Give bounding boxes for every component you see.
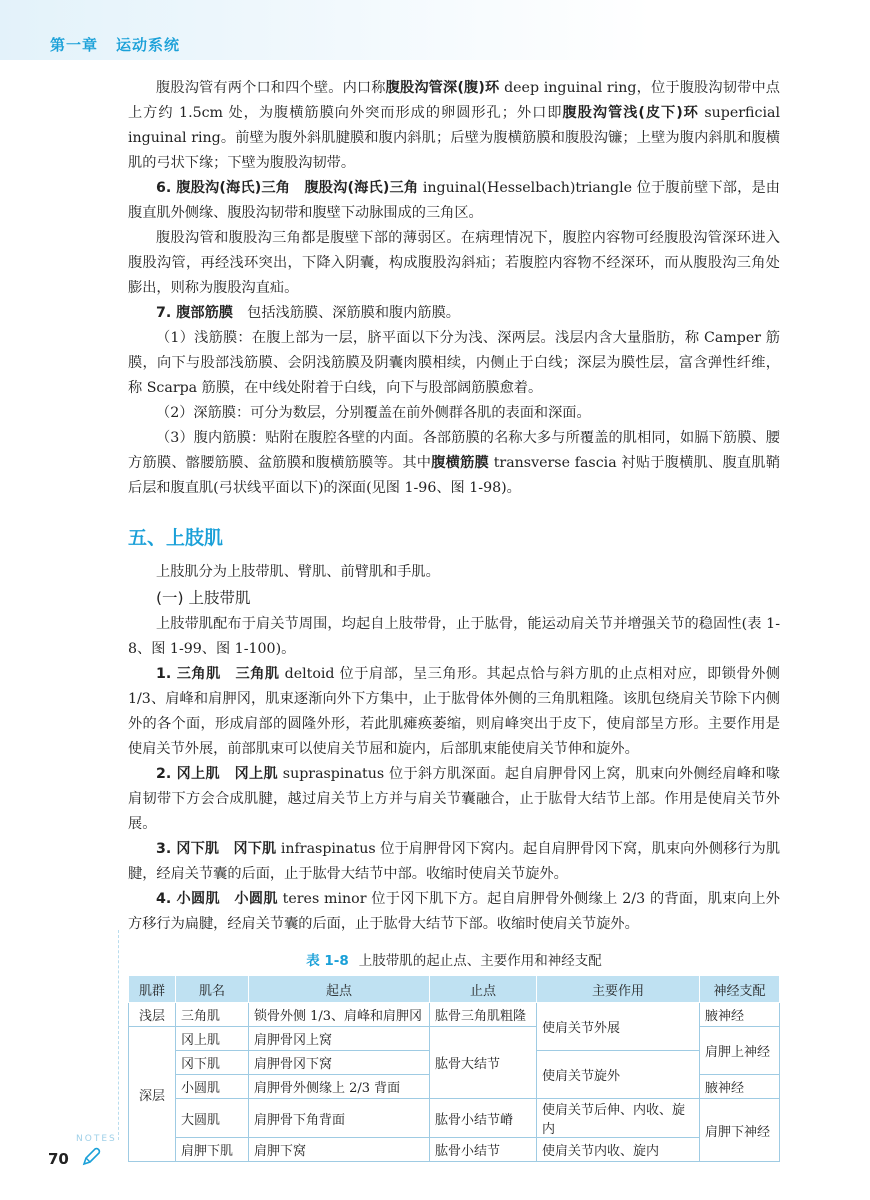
origin-cell: 锁骨外侧 1/3、肩峰和肩胛冈 — [249, 1003, 430, 1027]
paragraph-supraspinatus — [128, 762, 780, 837]
paragraph-internal-fascia — [128, 426, 780, 501]
paragraph-deltoid — [128, 662, 780, 762]
text: 腹股沟管有两个口和四个壁。内口称 — [156, 80, 386, 96]
table-header-row — [129, 976, 780, 1003]
group-cell: 浅层 — [129, 1003, 176, 1027]
name-cell: 小圆肌 — [176, 1075, 249, 1099]
page-number: 70 — [48, 1150, 69, 1168]
section-intro: 上肢肌分为上肢带肌、臂肌、前臂肌和手肌。 — [156, 564, 440, 580]
chapter-label: 第一章 — [50, 36, 99, 54]
text: 包括浅筋膜、深筋膜和腹内筋膜。 — [232, 305, 460, 321]
nerve-cell: 腋神经 — [700, 1003, 780, 1027]
notes-margin-line — [118, 930, 119, 1140]
name-cell: 大圆肌 — [176, 1099, 249, 1138]
table-title: 上肢带肌的起止点、主要作用和神经支配 — [358, 953, 602, 969]
text: teres minor 位于冈下肌下方。起自肩胛骨外侧缘上 2/3 的背面，肌束向上外方移行为扁腱，经肩关节囊的后面，止于肱骨大结节下部。收缩时使肩关节旋外。 — [128, 891, 780, 932]
paragraph-infraspinatus — [128, 837, 780, 887]
nerve-cell: 肩胛上神经 — [700, 1027, 780, 1075]
item-heading: 1. 三角肌 三角肌 — [156, 666, 280, 682]
subsection-title: (一) 上肢带肌 — [156, 589, 251, 607]
notes-label: NOTES — [76, 1134, 117, 1144]
name-cell: 肩胛下肌 — [176, 1138, 249, 1162]
group-cell: 深层 — [129, 1027, 176, 1162]
table-header: 神经支配 — [700, 976, 780, 1003]
text: transverse fascia 衬贴于腹横肌、腹直肌鞘后层和腹直肌(弓状线平面以下)的深面(见图 1-96、图 1-98)。 — [128, 455, 780, 496]
term-deep-ring: 腹股沟管深(腹)环 — [385, 80, 500, 96]
paragraph-superficial-fascia: （1）浅筋膜：在腹上部为一层，脐平面以下分为浅、深两层。浅层内含大量脂肪，称 Camper 筋膜，向下与股部浅筋膜、会阴浅筋膜及阴囊肉膜相续，内侧止于白线；深层为膜性层，富含弹性纤维，称 Scarpa 筋膜，在中线处附着于白线，向下与股部阔筋膜愈着。 — [128, 330, 780, 396]
table-row — [129, 1003, 780, 1027]
action-cell: 使肩关节内收、旋内 — [537, 1138, 700, 1162]
table-header: 起点 — [249, 976, 430, 1003]
table-caption — [128, 949, 780, 969]
origin-cell: 肩胛下窝 — [249, 1138, 430, 1162]
table-row — [129, 1099, 780, 1138]
insertion-cell: 肱骨三角肌粗隆 — [430, 1003, 537, 1027]
item-heading: 3. 冈下肌 冈下肌 — [156, 841, 277, 857]
paragraph-hesselbach — [128, 176, 780, 226]
term-superficial-ring: 腹股沟管浅(皮下)环 — [562, 105, 699, 121]
paragraph-teres-minor — [128, 887, 780, 937]
origin-cell: 肩胛骨冈上窝 — [249, 1027, 430, 1051]
origin-cell: 肩胛骨下角背面 — [249, 1099, 430, 1138]
page-header — [0, 0, 870, 60]
nerve-cell: 肩胛下神经 — [700, 1099, 780, 1162]
paragraph-inguinal-canal — [128, 76, 780, 176]
paragraph-deep-fascia: （2）深筋膜：可分为数层，分别覆盖在前外侧群各肌的表面和深面。 — [156, 405, 591, 421]
nerve-cell: 腋神经 — [700, 1075, 780, 1099]
table-header: 肌群 — [129, 976, 176, 1003]
text: deltoid 位于肩部，呈三角形。其起点恰与斜方肌的止点相对应，即锁骨外侧 1/3、肩峰和肩胛冈，肌束逐渐向外下方集中，止于肱骨体外侧的三角肌粗隆。该肌包绕肩关节除下内侧外的各个面，形成肩部的圆隆外形，若此肌瘫痪萎缩，则肩峰突出于皮下，使肩部呈方形。主要作用是使肩关节外展，前部肌束可以使肩关节屈和旋内，后部肌束能使肩关节伸和旋外。 — [128, 666, 780, 757]
action-cell: 使肩关节旋外 — [537, 1051, 700, 1099]
text: superficial inguinal ring。前壁为腹外斜肌腱膜和腹内斜肌；后壁为腹横筋膜和腹股沟镰；上壁为腹内斜肌和腹横肌的弓状下缘；下壁为腹股沟韧带。 — [128, 105, 780, 171]
origin-cell: 肩胛骨外侧缘上 2/3 背面 — [249, 1075, 430, 1099]
table-number: 表 1-8 — [306, 953, 349, 969]
name-cell: 冈上肌 — [176, 1027, 249, 1051]
main-content — [128, 76, 780, 1162]
action-cell: 使肩关节外展 — [537, 1003, 700, 1051]
subsection-intro: 上肢带肌配布于肩关节周围，均起自上肢带骨，止于肱骨，能运动肩关节并增强关节的稳固性(表 1-8、图 1-99、图 1-100)。 — [128, 616, 780, 657]
running-head — [50, 34, 198, 55]
item-heading: 7. 腹部筋膜 — [156, 305, 233, 321]
name-cell: 冈下肌 — [176, 1051, 249, 1075]
chapter-title: 运动系统 — [116, 36, 181, 54]
text: deep inguinal ring，位于腹股沟韧带中点上方约 1.5cm 处，为腹横筋膜向外突而形成的卵圆形孔；外口即 — [128, 80, 780, 121]
table-header: 肌名 — [176, 976, 249, 1003]
table-header: 主要作用 — [537, 976, 700, 1003]
item-heading: 6. 腹股沟(海氏)三角 腹股沟(海氏)三角 — [156, 180, 419, 196]
text: （3）腹内筋膜：贴附在腹腔各壁的内面。各部筋膜的名称大多与所覆盖的肌相同，如膈下筋膜、腰方筋膜、髂腰筋膜、盆筋膜和腹横筋膜等。其中 — [128, 430, 780, 471]
paragraph-fascia — [128, 301, 780, 326]
section-title: 五、上肢肌 — [128, 527, 224, 549]
term-transverse-fascia: 腹横筋膜 — [431, 455, 489, 471]
paragraph-hernia: 腹股沟管和腹股沟三角都是腹壁下部的薄弱区。在病理情况下，腹腔内容物可经腹股沟管深环进入腹股沟管，再经浅环突出，下降入阴囊，构成腹股沟斜疝；若腹腔内容物不经深环，而从腹股沟三角处膨出，则称为腹股沟直疝。 — [128, 230, 780, 296]
text: infraspinatus 位于肩胛骨冈下窝内。起自肩胛骨冈下窝，肌束向外侧移行为肌腱，经肩关节囊的后面，止于肱骨大结节中部。收缩时使肩关节旋外。 — [128, 841, 781, 882]
item-heading: 4. 小圆肌 小圆肌 — [156, 891, 278, 907]
insertion-cell: 肱骨大结节 — [430, 1027, 537, 1099]
text: inguinal(Hesselbach)triangle 位于腹前壁下部，是由腹直肌外侧缘、腹股沟韧带和腹壁下动脉围成的三角区。 — [128, 180, 780, 221]
text: supraspinatus 位于斜方肌深面。起自肩胛骨冈上窝，肌束向外侧经肩峰和喙肩韧带下方会合成肌腱，越过肩关节上方并与肩关节囊融合，止于肱骨大结节上部。作用是使肩关节外展。 — [128, 766, 780, 832]
insertion-cell: 肱骨小结节嵴 — [430, 1099, 537, 1138]
item-heading: 2. 冈上肌 冈上肌 — [156, 766, 278, 782]
table-header: 止点 — [430, 976, 537, 1003]
insertion-cell: 肱骨小结节 — [430, 1138, 537, 1162]
name-cell: 三角肌 — [176, 1003, 249, 1027]
pencil-icon — [80, 1146, 102, 1172]
action-cell: 使肩关节后伸、内收、旋内 — [537, 1099, 700, 1138]
muscle-table — [128, 975, 780, 1162]
table-row — [129, 1138, 780, 1162]
origin-cell: 肩胛骨冈下窝 — [249, 1051, 430, 1075]
